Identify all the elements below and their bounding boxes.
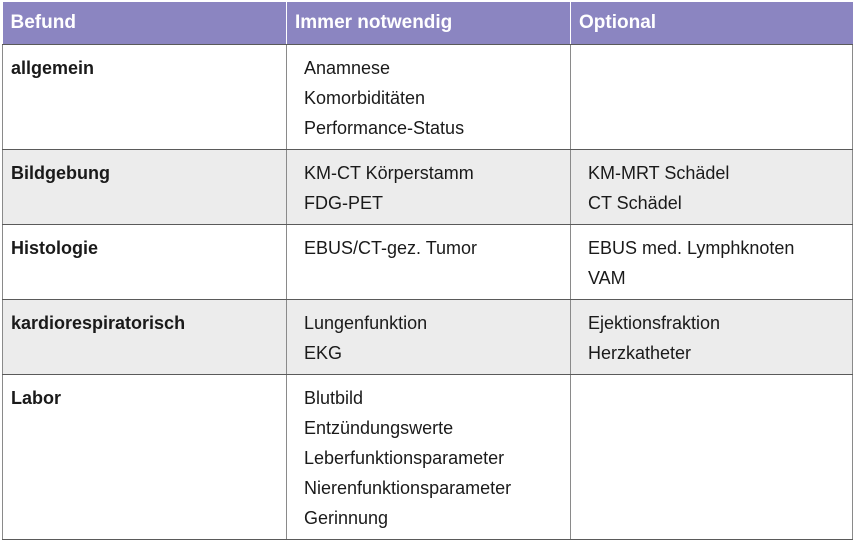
list-item: VAM <box>588 268 626 288</box>
list-item: EKG <box>304 343 343 363</box>
befund-cell: Bildgebung <box>3 150 287 225</box>
list-item: KM-CT Körperstamm <box>304 163 474 183</box>
optional-cell <box>571 300 853 375</box>
befund-table <box>2 2 853 540</box>
list-item: Komorbiditäten <box>304 88 426 108</box>
table-row <box>3 45 853 150</box>
immer-cell <box>287 150 571 225</box>
list-item: Ejektionsfraktion <box>588 313 721 333</box>
list-item: Blutbild <box>304 388 364 408</box>
optional-cell <box>571 150 853 225</box>
immer-cell <box>287 225 571 300</box>
immer-cell <box>287 300 571 375</box>
list-item: Nierenfunktionsparameter <box>304 478 512 498</box>
list-item: CT Schädel <box>588 193 682 213</box>
optional-cell <box>571 225 853 300</box>
table-row <box>3 150 853 225</box>
header-befund: Befund <box>3 2 287 45</box>
table-row <box>3 300 853 375</box>
list-item: Entzündungswerte <box>304 418 454 438</box>
table-header-row <box>3 2 853 45</box>
list-item: FDG-PET <box>304 193 383 213</box>
befund-cell: kardiorespiratorisch <box>3 300 287 375</box>
list-item: Performance-Status <box>304 118 465 138</box>
befund-cell: Histologie <box>3 225 287 300</box>
list-item: Leberfunktionsparameter <box>304 448 505 468</box>
header-optional: Optional <box>571 2 853 45</box>
immer-cell <box>287 45 571 150</box>
optional-cell <box>571 375 853 540</box>
table-row <box>3 375 853 540</box>
optional-cell <box>571 45 853 150</box>
list-item: KM-MRT Schädel <box>588 163 730 183</box>
immer-cell <box>287 375 571 540</box>
list-item: EBUS med. Lymphknoten <box>588 238 795 258</box>
header-immer-notwendig: Immer notwendig <box>287 2 571 45</box>
list-item: Anamnese <box>304 58 391 78</box>
befund-cell: allgemein <box>3 45 287 150</box>
list-item: EBUS/CT-gez. Tumor <box>304 238 478 258</box>
befund-table-container <box>2 2 852 540</box>
table-row <box>3 225 853 300</box>
befund-cell: Labor <box>3 375 287 540</box>
list-item: Lungenfunktion <box>304 313 428 333</box>
list-item: Gerinnung <box>304 508 389 528</box>
list-item: Herzkatheter <box>588 343 692 363</box>
